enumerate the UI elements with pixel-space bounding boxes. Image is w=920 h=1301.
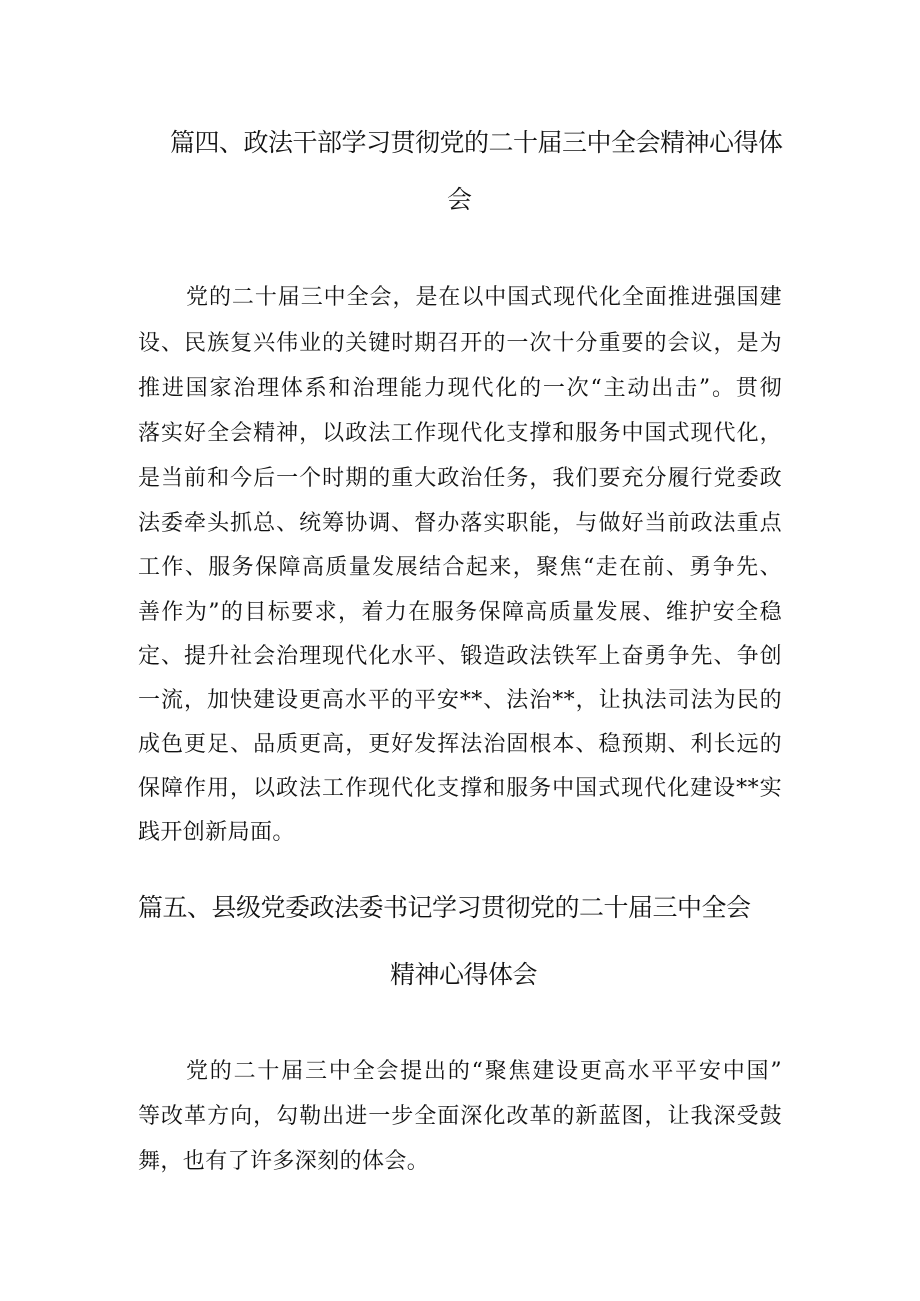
article-4-line-2: 设、民族复兴伟业的关键时期召开的一次十分重要的会议，是为	[138, 331, 782, 356]
article-4-title-line-2: 会	[447, 185, 472, 214]
article-4-line-3: 推进国家治理体系和治理能力现代化的一次“主动出击”。贯彻	[138, 376, 782, 401]
article-4-line-13: 践开创新局面。	[138, 820, 295, 845]
article-5-title-line-2: 精神心得体会	[390, 960, 538, 989]
article-4-title-line-1: 篇四、政法干部学习贯彻党的二十届三中全会精神心得体	[170, 128, 783, 157]
article-4-line-5: 是当前和今后一个时期的重大政治任务，我们要充分履行党委政	[138, 466, 782, 491]
article-5-line-3: 舞，也有了许多深刻的体会。	[138, 1149, 430, 1174]
article-4-line-4: 落实好全会精神，以政法工作现代化支撑和服务中国式现代化，	[138, 421, 782, 446]
article-4-line-12: 保障作用，以政法工作现代化支撑和服务中国式现代化建设**实	[138, 776, 782, 801]
article-4-line-10: 一流，加快建设更高水平的平安**、法治**，让执法司法为民的	[138, 688, 782, 713]
article-4-line-7: 工作、服务保障高质量发展结合起来，聚焦“走在前、勇争先、	[138, 555, 782, 580]
article-4-line-1: 党的二十届三中全会，是在以中国式现代化全面推进强国建	[186, 285, 782, 310]
article-4-line-8: 善作为”的目标要求，着力在服务保障高质量发展、维护安全稳	[138, 600, 782, 625]
article-4-line-9: 定、提升社会治理现代化水平、锻造政法铁军上奋勇争先、争创	[138, 644, 782, 669]
article-4-line-11: 成色更足、品质更高，更好发挥法治固根本、稳预期、利长远的	[138, 732, 782, 757]
article-5-title-line-1: 篇五、县级党委政法委书记学习贯彻党的二十届三中全会	[138, 893, 751, 922]
article-5-line-1: 党的二十届三中全会提出的“聚焦建设更高水平平安中国”	[186, 1059, 782, 1084]
article-4-line-6: 法委牵头抓总、统筹协调、督办落实职能，与做好当前政法重点	[138, 511, 782, 536]
article-5-line-2: 等改革方向，勾勒出进一步全面深化改革的新蓝图，让我深受鼓	[138, 1104, 782, 1129]
